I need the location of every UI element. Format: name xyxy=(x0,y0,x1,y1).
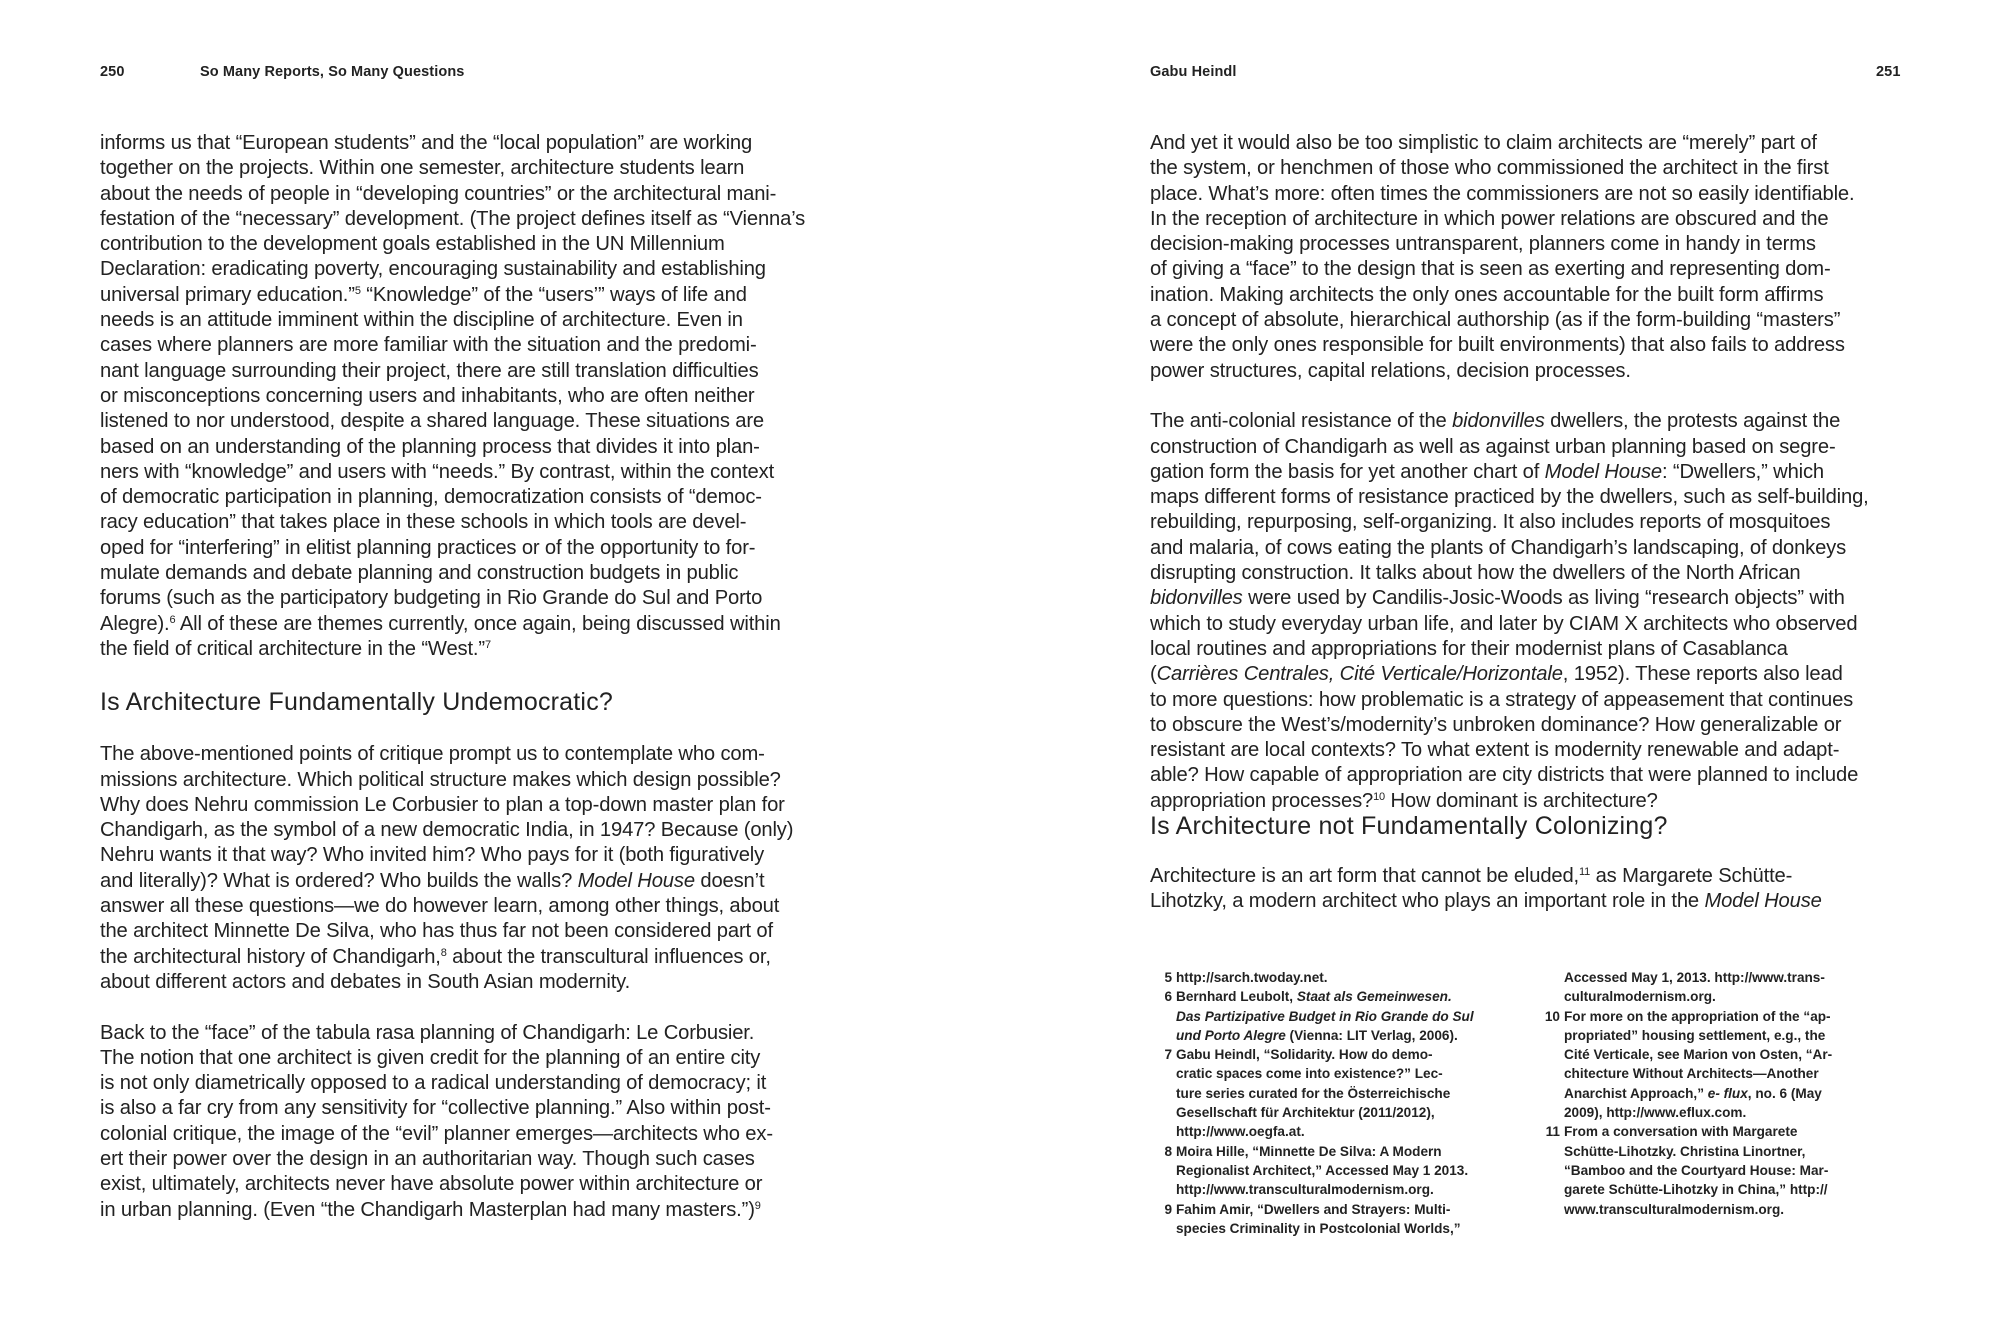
text-line: to more questions: how problematic is a strategy of appeasement that continues xyxy=(1150,688,1854,711)
footnote xyxy=(1538,1122,1868,1218)
footnote-line: http://www.oegfa.at. xyxy=(1176,1124,1305,1140)
footnote xyxy=(1150,968,1480,987)
footnote xyxy=(1150,987,1480,1045)
text-line: were the only ones responsible for built environments) that also fails to address xyxy=(1150,334,1845,357)
text-line: forums (such as the participatory budgeting in Rio Grande do Sul and Porto xyxy=(100,587,763,610)
text-line: resistant are local contexts? To what extent is modernity renewable and adapt- xyxy=(1150,739,1840,762)
text-line: And yet it would also be too simplistic to claim architects are “merely” part of xyxy=(1150,132,1817,154)
text-line: racy education” that takes place in these schools in which tools are devel- xyxy=(100,511,747,534)
footnote-line: www.transculturalmodernism.org. xyxy=(1564,1201,1785,1217)
footnote-line: From a conversation with Margarete xyxy=(1564,1124,1798,1140)
footnote-line: ture series curated for the Österreichische xyxy=(1176,1085,1451,1101)
italic-title: Das Partizipative Budget in Rio Grande do Sul xyxy=(1176,1008,1474,1024)
text-line: about the needs of people in “developing countries” or the architectural mani- xyxy=(100,182,777,205)
text-line: cases where planners are more familiar with the situation and the predomi- xyxy=(100,334,757,357)
section-heading: Is Architecture Fundamentally Undemocratic? xyxy=(100,688,613,717)
section-heading: Is Architecture not Fundamentally Colonizing? xyxy=(1150,812,1668,841)
footnote-line: cratic spaces come into existence?” Lec- xyxy=(1176,1066,1443,1082)
text-line: mulate demands and debate planning and construction budgets in public xyxy=(100,562,739,585)
text-line: listened to nor understood, despite a shared language. These situations are xyxy=(100,410,764,433)
text-line: The anti-colonial resistance of the bidonvilles dwellers, the protests against the xyxy=(1150,410,1841,433)
text-line: Why does Nehru commission Le Corbusier to plan a top-down master plan for xyxy=(100,793,785,816)
italic-title: Model House xyxy=(1704,890,1822,913)
footnote xyxy=(1538,1007,1868,1123)
left-paragraphs xyxy=(100,131,860,662)
footnote-line: und Porto Alegre (Vienna: LIT Verlag, 2006). xyxy=(1176,1027,1458,1043)
text-line: ination. Making architects the only ones accountable for the built form affirms xyxy=(1150,283,1824,306)
text-line: appropriation processes?$^{10}$ How dominant is architecture? xyxy=(1150,789,1658,812)
text-line: disrupting construction. It talks about how the dwellers of the North African xyxy=(1150,562,1801,585)
footnote-number: 7 xyxy=(1164,1047,1172,1063)
text-line: together on the projects. Within one semester, architecture students learn xyxy=(100,157,745,180)
text-line: Declaration: eradicating poverty, encouraging sustainability and establishing xyxy=(100,258,766,281)
footnote-line: culturalmodernism.org. xyxy=(1564,989,1716,1005)
footnote-line: Schütte-Lihotzky. Christina Linortner, xyxy=(1564,1143,1806,1159)
footnotes-column-1 xyxy=(1150,968,1480,1238)
footnote-line: Anarchist Approach,” e- flux, no. 6 (May xyxy=(1564,1085,1822,1101)
footnote-line: garete Schütte-Lihotzky in China,” http:// xyxy=(1564,1182,1828,1198)
footnote-number: 11 xyxy=(1545,1124,1560,1140)
text-line: power structures, capital relations, decision processes. xyxy=(1150,359,1631,382)
paragraph xyxy=(1150,864,1910,915)
paragraph xyxy=(100,131,860,662)
footnote-number: 9 xyxy=(1164,1201,1172,1217)
text-line: the system, or henchmen of those who commissioned the architect in the first xyxy=(1150,157,1829,180)
text-line: universal primary education.”$^5$ “Knowledge” of the “users’” ways of life and xyxy=(100,283,747,306)
text-line: oped for “interfering” in elitist planning practices or of the opportunity to for- xyxy=(100,536,756,559)
footnote-reference[interactable]: 5 xyxy=(354,284,361,297)
footnote-reference[interactable]: 10 xyxy=(1373,790,1386,803)
right-paragraphs xyxy=(1150,131,1910,814)
footnote-line: chitecture Without Architects—Another xyxy=(1564,1066,1819,1082)
text-line: The notion that one architect is given credit for the planning of an entire city xyxy=(100,1046,761,1069)
text-line: informs us that “European students” and the “local population” are working xyxy=(100,132,753,154)
text-line: Back to the “face” of the tabula rasa planning of Chandigarh: Le Corbusier. xyxy=(100,1021,755,1044)
footnote-reference[interactable]: 9 xyxy=(754,1199,761,1212)
running-head-author: Gabu Heindl xyxy=(1150,64,1237,80)
text-line: to obscure the West’s/modernity’s unbroken dominance? How generalizable or xyxy=(1150,713,1842,736)
footnote-reference[interactable]: 6 xyxy=(169,613,176,626)
footnote-number: 6 xyxy=(1164,989,1172,1005)
footnote-line: Accessed May 1, 2013. http://www.trans- xyxy=(1564,970,1825,985)
text-line: which to study everyday urban life, and later by CIAM X architects who observed xyxy=(1150,612,1858,635)
text-line: gation form the basis for yet another chart of Model House: “Dwellers,” which xyxy=(1150,460,1825,483)
text-line: bidonvilles were used by Candilis-Josic-Woods as living “research objects” with xyxy=(1150,587,1845,610)
text-line: Lihotzky, a modern architect who plays an important role in the Model House xyxy=(1150,890,1822,913)
footnote-line: propriated” housing settlement, e.g., the xyxy=(1564,1027,1826,1043)
text-line: about different actors and debates in South Asian modernity. xyxy=(100,970,631,993)
text-line: in urban planning. (Even “the Chandigarh Masterplan had many masters.”)$^9$ xyxy=(100,1198,761,1221)
footnote-reference[interactable]: 8 xyxy=(440,946,447,959)
italic-title: bidonvilles xyxy=(1452,410,1545,433)
italic-title: bidonvilles xyxy=(1150,587,1243,610)
left-body xyxy=(100,131,860,1223)
text-line: local routines and appropriations for their modernist plans of Casablanca xyxy=(1150,637,1788,660)
right-body xyxy=(1150,131,1910,915)
text-line: and malaria, of cows eating the plants of Chandigarh’s landscaping, of donkeys xyxy=(1150,536,1847,559)
paragraph xyxy=(100,742,860,995)
text-line: Nehru wants it that way? Who invited him? Who pays for it (both figuratively xyxy=(100,844,765,867)
text-line: Architecture is an art form that cannot be eluded,$^{11}$ as Margarete Schütte- xyxy=(1150,865,1793,888)
footnote-line: http://www.transculturalmodernism.org. xyxy=(1176,1182,1434,1198)
text-line: contribution to the development goals established in the UN Millennium xyxy=(100,233,725,256)
footnote-number: 10 xyxy=(1544,1008,1560,1024)
text-line: exist, ultimately, architects never have absolute power within architecture or xyxy=(100,1173,763,1196)
text-line: maps different forms of resistance practiced by the dwellers, such as self-building, xyxy=(1150,486,1869,509)
italic-title: Carrières Centrales, Cité Verticale/Horizontale xyxy=(1156,663,1563,686)
text-line: is not only diametrically opposed to a radical understanding of democracy; it xyxy=(100,1072,767,1095)
footnote-reference[interactable]: 11 xyxy=(1579,866,1591,879)
text-line: needs is an attitude imminent within the discipline of architecture. Even in xyxy=(100,309,743,332)
text-line: missions architecture. Which political structure makes which design possible? xyxy=(100,768,781,791)
right-paragraphs-after-heading xyxy=(1150,864,1910,915)
text-line: Chandigarh, as the symbol of a new democratic India, in 1947? Because (only) xyxy=(100,819,794,842)
text-line: based on an understanding of the planning process that divides it into plan- xyxy=(100,435,760,458)
text-line: Alegre).$^6$ All of these are themes currently, once again, being discussed within xyxy=(100,612,781,635)
footnote xyxy=(1150,1142,1480,1200)
text-line: of giving a “face” to the design that is seen as exerting and representing dom- xyxy=(1150,258,1831,281)
text-line: of democratic participation in planning, democratization consists of “democ- xyxy=(100,486,762,509)
italic-title: und Porto Alegre xyxy=(1176,1027,1286,1043)
footnote-line: Gabu Heindl, “Solidarity. How do demo- xyxy=(1176,1047,1433,1063)
text-line: a concept of absolute, hierarchical authorship (as if the form-building “masters” xyxy=(1150,309,1841,332)
text-line: the architect Minnette De Silva, who has thus far not been considered part of xyxy=(100,920,773,943)
footnote-line: For more on the appropriation of the “ap- xyxy=(1564,1008,1831,1024)
text-line: In the reception of architecture in which power relations are obscured and the xyxy=(1150,207,1829,230)
footnote-reference[interactable]: 7 xyxy=(484,638,491,651)
right-page xyxy=(1000,0,2000,1334)
italic-title: Model House xyxy=(577,869,695,892)
footnote-line xyxy=(1176,1007,1480,1026)
footnote-line: Bernhard Leubolt, Staat als Gemeinwesen. xyxy=(1176,989,1452,1005)
footnote-line: Gesellschaft für Architektur (2011/2012), xyxy=(1176,1105,1435,1121)
text-line: rebuilding, repurposing, self-organizing. It also includes reports of mosquitoes xyxy=(1150,511,1831,534)
footnote xyxy=(1538,968,1868,1007)
footnote-number: 5 xyxy=(1164,970,1172,985)
left-paragraphs-after-heading xyxy=(100,742,860,1223)
paragraph xyxy=(100,1021,860,1223)
footnote-line: Cité Verticale, see Marion von Osten, “Ar- xyxy=(1564,1047,1833,1063)
text-line: answer all these questions—we do however learn, among other things, about xyxy=(100,895,780,918)
text-line: place. What’s more: often times the commissioners are not so easily identifiable. xyxy=(1150,182,1855,205)
text-line: able? How capable of appropriation are city districts that were planned to include xyxy=(1150,764,1859,787)
text-line: the field of critical architecture in the “West.”$^7$ xyxy=(100,637,491,660)
footnote xyxy=(1150,1045,1480,1141)
text-line: decision-making processes untransparent, planners come in handy in terms xyxy=(1150,233,1816,256)
text-line: is also a far cry from any sensitivity for “collective planning.” Also within post- xyxy=(100,1097,771,1120)
text-line: the architectural history of Chandigarh,$^8$ about the transcultural influences or, xyxy=(100,945,771,968)
paragraph xyxy=(1150,409,1910,814)
text-line: colonial critique, the image of the “evil” planner emerges—architects who ex- xyxy=(100,1122,773,1145)
text-line: or misconceptions concerning users and inhabitants, who are often neither xyxy=(100,384,755,407)
running-head-title: So Many Reports, So Many Questions xyxy=(200,64,465,80)
text-line: and literally)? What is ordered? Who builds the walls? Model House doesn’t xyxy=(100,869,765,892)
footnote-line: Regionalist Architect,” Accessed May 1 2013. xyxy=(1176,1162,1469,1178)
page-number: 250 xyxy=(100,64,125,80)
paragraph xyxy=(1150,131,1910,384)
text-line: ert their power over the design in an authoritarian way. Though such cases xyxy=(100,1147,755,1170)
footnote-line: “Bamboo and the Courtyard House: Mar- xyxy=(1564,1162,1829,1178)
footnotes-column-2 xyxy=(1538,968,1868,1219)
page-number: 251 xyxy=(1876,64,1901,80)
footnote-line: Moira Hille, “Minnette De Silva: A Modern xyxy=(1176,1143,1442,1159)
footnote xyxy=(1150,1200,1480,1239)
text-line: The above-mentioned points of critique prompt us to contemplate who com- xyxy=(100,743,765,766)
italic-title: e- flux xyxy=(1707,1085,1748,1101)
footnote-line: species Criminality in Postcolonial Worlds,” xyxy=(1176,1220,1461,1236)
footnote-number: 8 xyxy=(1164,1143,1172,1159)
footnote-line: Fahim Amir, “Dwellers and Strayers: Multi- xyxy=(1176,1201,1451,1217)
text-line: construction of Chandigarh as well as against urban planning based on segre- xyxy=(1150,435,1836,458)
text-line: festation of the “necessary” development. (The project defines itself as “Vienna’s xyxy=(100,207,806,230)
italic-title: Model House xyxy=(1544,460,1662,483)
text-line: nant language surrounding their project, there are still translation difficulties xyxy=(100,359,759,382)
footnote-line: 2009), http://www.eflux.com. xyxy=(1564,1105,1747,1121)
text-line: (Carrières Centrales, Cité Verticale/Horizontale, 1952). These reports also lead xyxy=(1150,663,1843,686)
italic-title: Staat als Gemeinwesen. xyxy=(1296,989,1452,1005)
footnote-line: http://sarch.twoday.net. xyxy=(1176,970,1328,985)
text-line: ners with “knowledge” and users with “needs.” By contrast, within the context xyxy=(100,460,775,483)
